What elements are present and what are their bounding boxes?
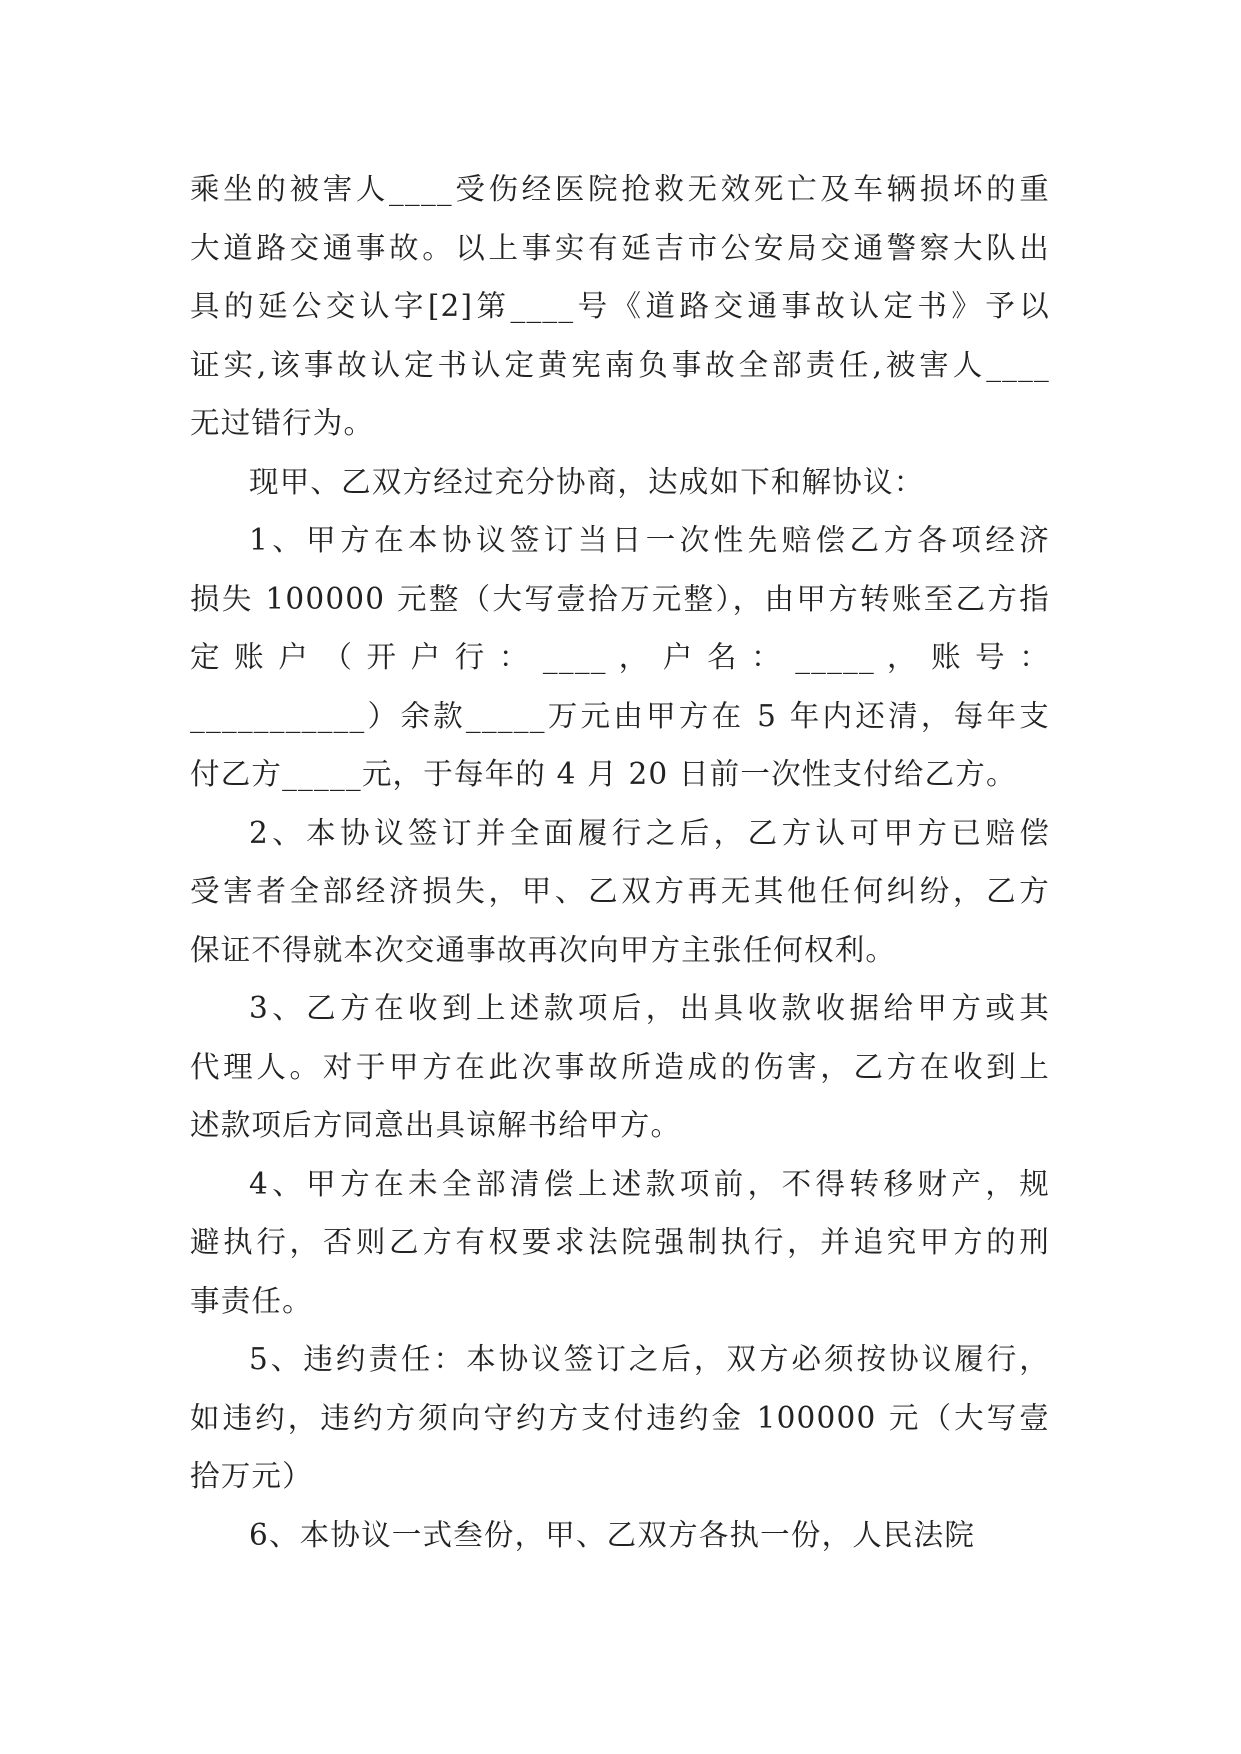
text-line: 付乙方_____元，于每年的 4 月 20 日前一次性支付给乙方。 (190, 757, 1017, 791)
paragraph-clause-1 (190, 511, 1050, 804)
text-line: 3、乙方在收到上述款项后，出具收款收据给甲方或其 (249, 991, 1050, 1025)
text-line: ___________）余款_____万元由甲方在 5 年内还清，每年支 (190, 698, 1050, 733)
text-line: 损失 100000 元整（大写壹拾万元整），由甲方转账至乙方指 (190, 581, 1050, 616)
text-line: 4、甲方在未全部清偿上述款项前，不得转移财产，规 (249, 1166, 1050, 1201)
paragraph-clause-4 (190, 1155, 1050, 1331)
paragraph-accident-facts (190, 160, 1050, 453)
text-line: 如违约，违约方须向守约方支付违约金 100000 元（大写壹 (190, 1400, 1050, 1435)
text-line: 现甲、乙双方经过充分协商，达成如下和解协议： (249, 464, 925, 499)
text-line: 定 账 户 （ 开 户 行 ： ____ ， 户 名 ： _____ ， 账 号 ： (190, 640, 1050, 674)
paragraph-agreement-intro (190, 453, 1050, 512)
text-line: 1、甲方在本协议签订当日一次性先赔偿乙方各项经济 (249, 523, 1050, 557)
text-line: 大道路交通事故。以上事实有延吉市公安局交通警察大队出 (190, 230, 1050, 265)
text-line: 拾万元） (190, 1459, 313, 1493)
paragraph-clause-3 (190, 979, 1050, 1155)
text-line: 具的延公交认字[2]第____号《道路交通事故认定书》予以 (190, 289, 1050, 323)
paragraph-clause-2 (190, 804, 1050, 980)
text-line: 6、本协议一式叁份，甲、乙双方各执一份，人民法院 (249, 1517, 976, 1552)
text-line: 证实,该事故认定书认定黄宪南负事故全部责任,被害人____ (190, 347, 1050, 382)
paragraph-clause-6 (190, 1506, 1050, 1565)
text-line: 2、本协议签订并全面履行之后，乙方认可甲方已赔偿 (249, 815, 1050, 850)
paragraph-clause-5 (190, 1330, 1050, 1506)
text-line: 5、违约责任：本协议签订之后，双方必须按协议履行， (249, 1342, 1050, 1376)
text-line: 避执行，否则乙方有权要求法院强制执行，并追究甲方的刑 (190, 1225, 1050, 1259)
text-line: 保证不得就本次交通事故再次向甲方主张任何权利。 (190, 932, 897, 967)
text-line: 乘坐的被害人____受伤经医院抢救无效死亡及车辆损坏的重 (190, 172, 1050, 206)
text-line: 代理人。对于甲方在此次事故所造成的伤害，乙方在收到上 (190, 1049, 1050, 1084)
text-line: 受害者全部经济损失，甲、乙双方再无其他任何纠纷，乙方 (190, 874, 1050, 908)
text-line: 事责任。 (190, 1283, 313, 1318)
document-body (190, 160, 1050, 1564)
text-line: 述款项后方同意出具谅解书给甲方。 (190, 1108, 682, 1142)
text-line: 无过错行为。 (190, 406, 375, 440)
